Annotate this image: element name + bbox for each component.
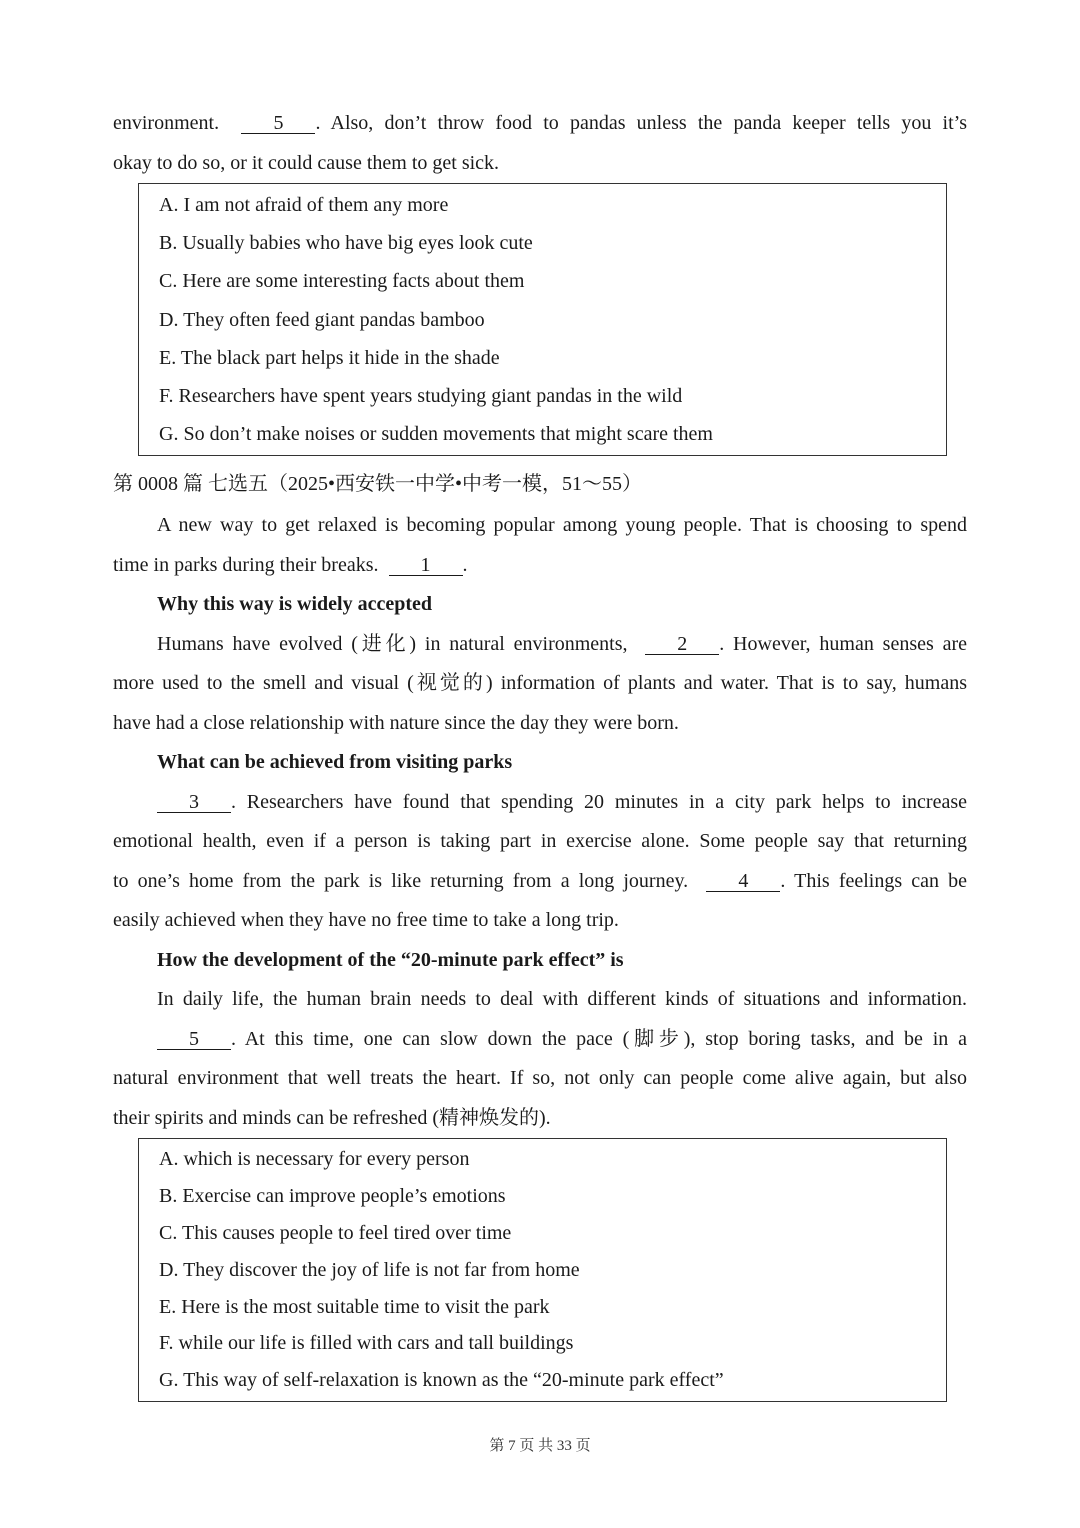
passage2-text: . However, human senses are [719,632,968,655]
options-box-1 [138,183,947,456]
passage2-text: to one’s home from the park is like returning from a long journey. [113,869,689,892]
passage2-line: emotional health, even if a person is taking part in exercise alone. Some people say that returning [113,830,967,853]
page-footer: 第 7 页 共 33 页 [489,1438,591,1454]
passage2-line [113,862,967,902]
passage2-line [113,783,967,823]
passage2-line: A new way to get relaxed is becoming popular among young people. That is choosing to spend [157,514,967,537]
document-page [113,104,967,1402]
option-item: D. They often feed giant pandas bamboo [159,308,485,331]
subheading: Why this way is widely accepted [157,593,432,616]
passage2-text: Humans have evolved (进化) in natural environments, [157,632,628,655]
option-item: C. This causes people to feel tired over time [159,1221,512,1244]
answer-blank-3[interactable]: 3 [157,792,231,813]
passage1-line: okay to do so, or it could cause them to get sick. [113,151,500,174]
passage1-text: . Also, don’t throw food to pandas unless the panda keeper tells you it’s [315,112,967,134]
option-item: C. Here are some interesting facts about them [159,270,525,293]
passage2-text: time in parks during their breaks. [113,553,379,576]
passage2-line: their spirits and minds can be refreshed (精神焕发的). [113,1106,551,1129]
passage2-text: . At this time, one can slow down the pace (脚步), stop boring tasks, and be in a [231,1027,967,1050]
passage2-line: In daily life, the human brain needs to deal with different kinds of situations and information. [157,988,967,1011]
option-item: F. while our life is filled with cars and tall buildings [159,1332,574,1355]
passage1-text: environment. [113,112,220,134]
passage1-line [113,104,967,144]
option-item: F. Researchers have spent years studying giant pandas in the wild [159,384,683,407]
option-item: E. The black part helps it hide in the shade [159,346,500,369]
subheading: How the development of the “20-minute park effect” is [157,948,624,971]
passage2-line: have had a close relationship with nature since the day they were born. [113,711,679,734]
option-item: B. Exercise can improve people’s emotions [159,1185,506,1208]
passage2-text: . Researchers have found that spending 20 minutes in a city park helps to increase [231,790,967,813]
passage2-line: more used to the smell and visual (视觉的) information of plants and water. That is to say, humans [113,672,967,695]
answer-blank-1[interactable]: 1 [389,555,463,576]
passage2-text: . This feelings can be [780,869,967,892]
passage2-line: easily achieved when they have no free time to take a long trip. [113,909,619,932]
option-item: G. This way of self-relaxation is known as the “20-minute park effect” [159,1369,724,1392]
option-item: A. I am not afraid of them any more [159,194,449,216]
passage2-line [113,1020,967,1060]
option-item: G. So don’t make noises or sudden movements that might scare them [159,423,713,446]
options-box-2 [138,1138,947,1402]
answer-blank-5[interactable]: 5 [241,113,315,134]
passage2-line [113,625,967,665]
answer-blank-4[interactable]: 4 [706,871,780,892]
passage2-line: natural environment that well treats the heart. If so, not only can people come alive again, but also [113,1067,967,1090]
subheading: What can be achieved from visiting parks [157,751,513,774]
option-item: B. Usually babies who have big eyes look cute [159,232,533,255]
option-item: A. which is necessary for every person [159,1148,470,1171]
passage2-line [113,546,967,586]
answer-blank-2[interactable]: 2 [645,634,719,655]
answer-blank-5[interactable]: 5 [157,1029,231,1050]
option-item: D. They discover the joy of life is not far from home [159,1258,580,1281]
option-item: E. Here is the most suitable time to visit the park [159,1295,550,1318]
section-heading: 第 0008 篇 七选五（2025•西安铁一中学•中考一模，51～55） [113,473,643,496]
passage2-text: . [462,553,468,576]
